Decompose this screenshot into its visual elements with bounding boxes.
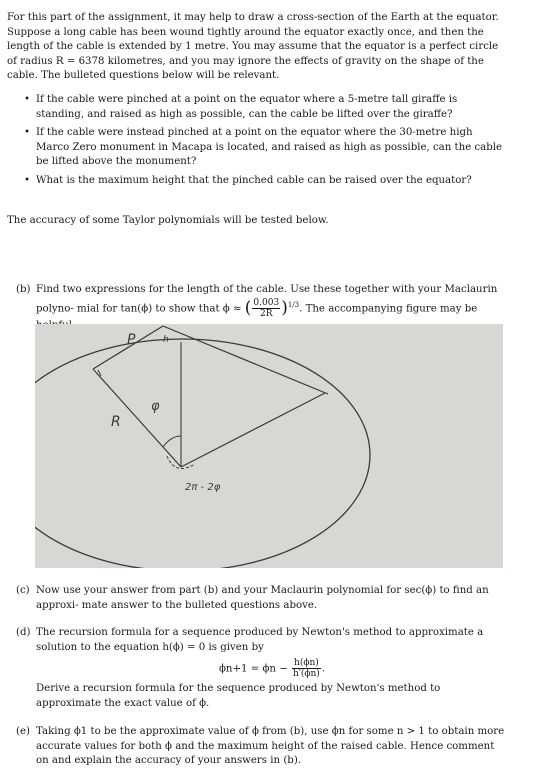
accuracy-note: The accuracy of some Taylor polynomials will be tested below.: [7, 215, 329, 226]
angle-arc-phi: [163, 436, 181, 447]
newton-formula: ϕn+1 = ϕn − $\frac{h(\phi n)}{h'(\phi n)}$ .: [218, 658, 326, 680]
label-h: h: [163, 335, 169, 345]
label-phi: φ: [151, 399, 160, 414]
part-b-text-after: . The accompanying figure may be: [299, 303, 478, 315]
earth-circle: [35, 339, 370, 568]
part-c-text: Now use your answer from part (b) and your Maclaurin polynomial for sec(ϕ) to find an approxi- mate answer to the bulleted questions above.: [36, 585, 489, 611]
bullet-item-monument: • If the cable were instead pinched at a point on the equator where the 30-metre high Marco Zero monument in Macapa is located, and raised as high as possible, can the cable be lifted above the monument?: [24, 127, 503, 168]
part-b-fraction: $\frac{0.003}{2R}$: [253, 297, 280, 319]
bullet-item-max-height: • What is the maximum height that the pinched cable can be raised over the equator?: [24, 174, 472, 186]
bullet-list: [22, 93, 508, 193]
part-c-label: (c): [16, 585, 30, 596]
formula-den: h′(ϕn): [293, 669, 320, 680]
part-e: [16, 725, 508, 769]
part-d-label: (d): [16, 627, 31, 638]
tangent-right: [163, 326, 328, 394]
bullet-item-giraffe: • If the cable were pinched at a point on the equator where a 5-metre tall giraffe is standing, and raised as high as possible, can the cable be lifted over the giraffe?: [24, 94, 458, 120]
formula-lhs: ϕn+1 = ϕn −: [218, 663, 288, 675]
part-d-text: The recursion formula for a sequence produced by Newton's method to approximate a solution to the equation h(ϕ) = 0 is given by: [36, 627, 484, 653]
cross-section-figure: [35, 324, 503, 568]
part-b-text: Find two expressions for the length of the cable. Use these together with your Maclaurin polyno- mial for tan(ϕ) to show that ϕ ≈: [36, 284, 498, 315]
label-r: R: [111, 414, 121, 430]
radius-left: [93, 369, 181, 467]
label-arc: 2π - 2φ: [185, 482, 221, 493]
label-p: P: [127, 332, 136, 348]
part-b-exponent: 1/3: [287, 300, 300, 309]
intro-paragraph: For this part of the assignment, it may help to draw a cross-section of the Earth at the equator. Suppose a long cable has been wound tightly around the equator exactly once, and then the length of the cable is extended by 1 metre. You may assume that the equator is a perfect circle of radius R = 6378 kilometres, and you may ignore the effects of gravity on the shape of the cable. The bulleted questions below will be relevant.: [7, 12, 499, 82]
part-e-text: Taking ϕ1 to be the approximate value of ϕ from (b), use ϕn for some n > 1 to obtain more accurate values for both ϕ and the maximum height of the raised cable. Hence comment on and explain the accuracy of your answers in (b).: [36, 726, 505, 767]
part-e-label: (e): [16, 726, 30, 737]
part-b-label: (b): [16, 284, 31, 295]
cross-section-drawing: [35, 324, 503, 568]
radius-right: [181, 393, 325, 467]
part-d: [16, 626, 508, 711]
part-b: (b) Find two expressions for the length of the cable. Use these together with your Maclaurin polyno- mial for tan(ϕ) to show that ϕ ≈ ( $\frac{0.003}{2R}$ )$^{1/3}$. The accompanying figure may be: [16, 283, 508, 333]
formula-num: h(ϕn): [292, 658, 321, 669]
part-d-text-2: Derive a recursion formula for the sequence produced by Newton's method to approximate the exact value of ϕ.: [36, 683, 441, 709]
part-c: [16, 584, 508, 613]
